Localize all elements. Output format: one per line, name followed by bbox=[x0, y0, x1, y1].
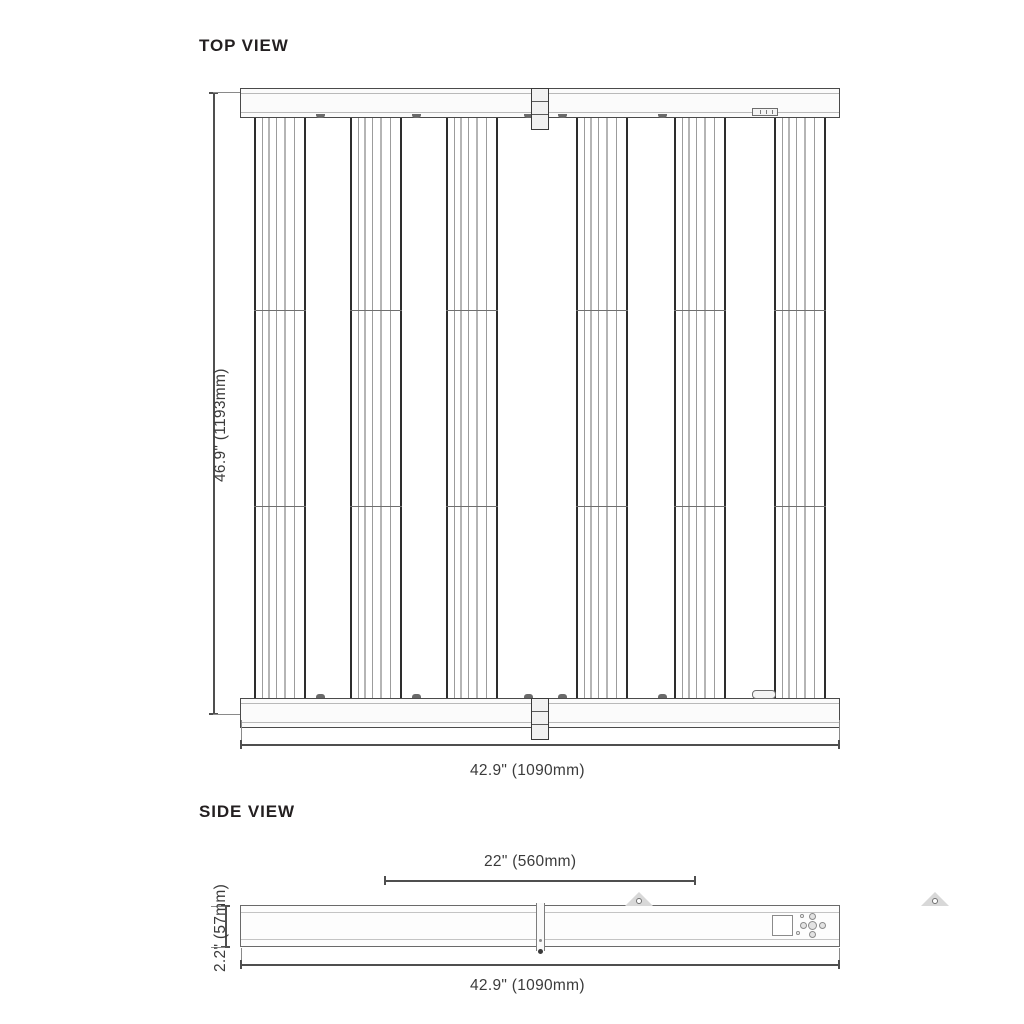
hanger-span-tick-left bbox=[384, 876, 386, 885]
top-width-tick-right bbox=[838, 740, 840, 749]
led-bar-segment-divider bbox=[254, 310, 306, 311]
center-connector-icon bbox=[536, 903, 545, 951]
led-strip bbox=[598, 114, 599, 702]
rail-mount-nub bbox=[316, 114, 325, 118]
rail-mount-nub bbox=[658, 694, 667, 698]
led-strip bbox=[584, 114, 585, 702]
top-view-title: TOP VIEW bbox=[199, 36, 289, 55]
center-connector-icon bbox=[531, 88, 549, 130]
connector-port-icon bbox=[752, 108, 778, 116]
top-width-extension-right bbox=[839, 720, 840, 742]
led-bar-edge bbox=[400, 114, 402, 702]
top-height-extension-upper bbox=[213, 92, 241, 93]
led-bar-edge bbox=[774, 114, 776, 702]
dpad-down-icon bbox=[809, 931, 816, 938]
led-strip bbox=[380, 114, 382, 702]
led-bar-edge bbox=[304, 114, 306, 702]
led-strip bbox=[590, 114, 592, 702]
side-view-drawing bbox=[240, 905, 840, 947]
rail-mount-nub bbox=[658, 114, 667, 118]
led-strip bbox=[390, 114, 391, 702]
led-strip bbox=[486, 114, 487, 702]
led-bar bbox=[254, 114, 306, 702]
led-strip bbox=[460, 114, 462, 702]
led-strip bbox=[294, 114, 295, 702]
rail-mount-nub bbox=[412, 694, 421, 698]
led-strip bbox=[358, 114, 359, 702]
side-view-width-dimension-line bbox=[241, 964, 839, 966]
dpad-center-icon bbox=[808, 921, 817, 930]
side-view-width-label: 42.9" (1090mm) bbox=[470, 977, 585, 994]
top-view-height-label: 46.9" (1193mm) bbox=[212, 368, 229, 482]
led-strip bbox=[788, 114, 790, 702]
side-width-tick-right bbox=[838, 960, 840, 969]
led-strip bbox=[372, 114, 373, 702]
side-view-height-label: 2.2" (57mm) bbox=[212, 883, 229, 972]
led-bar-edge bbox=[446, 114, 448, 702]
led-bar bbox=[674, 114, 726, 702]
led-bar bbox=[774, 114, 826, 702]
led-bar-segment-divider bbox=[576, 506, 628, 507]
led-bar-segment-divider bbox=[774, 310, 826, 311]
led-strip bbox=[476, 114, 478, 702]
led-bar-segment-divider bbox=[674, 506, 726, 507]
led-bar-segment-divider bbox=[446, 310, 498, 311]
led-strip bbox=[268, 114, 270, 702]
dpad-left-icon bbox=[800, 922, 807, 929]
dpad-up-icon bbox=[809, 913, 816, 920]
led-bar-edge bbox=[824, 114, 826, 702]
control-panel-icon bbox=[772, 912, 830, 940]
led-bar-segment-divider bbox=[774, 506, 826, 507]
led-bar-edge bbox=[724, 114, 726, 702]
led-bar-segment-divider bbox=[350, 310, 402, 311]
led-bar-edge bbox=[496, 114, 498, 702]
led-bar-segment-divider bbox=[254, 506, 306, 507]
dpad-right-icon bbox=[819, 922, 826, 929]
mount-bracket-icon bbox=[625, 891, 653, 906]
led-bar bbox=[446, 114, 498, 702]
hanger-span-dimension-line bbox=[385, 880, 695, 882]
led-strip bbox=[468, 114, 469, 702]
rail-mount-nub bbox=[316, 694, 325, 698]
rail-mount-nub bbox=[412, 114, 421, 118]
side-view-hanger-span-label: 22" (560mm) bbox=[484, 853, 577, 870]
led-strip bbox=[804, 114, 806, 702]
led-bar-segment-divider bbox=[350, 506, 402, 507]
led-strip bbox=[796, 114, 797, 702]
side-width-tick-left bbox=[240, 960, 242, 969]
led-strip bbox=[454, 114, 455, 702]
hanger-span-tick-right bbox=[694, 876, 696, 885]
top-view-drawing bbox=[240, 88, 840, 728]
led-strip bbox=[814, 114, 815, 702]
connector-port-icon bbox=[752, 690, 776, 699]
indicator-led-icon bbox=[800, 914, 804, 918]
indicator-led-icon bbox=[796, 931, 800, 935]
led-strip bbox=[782, 114, 783, 702]
top-view-width-dimension-line bbox=[241, 744, 839, 746]
led-bar-edge bbox=[254, 114, 256, 702]
top-width-extension-left bbox=[241, 720, 242, 742]
top-view-width-label: 42.9" (1090mm) bbox=[470, 762, 585, 779]
led-bar-edge bbox=[576, 114, 578, 702]
top-width-tick-left bbox=[240, 740, 242, 749]
led-bar-segment-divider bbox=[576, 310, 628, 311]
display-screen-icon bbox=[772, 915, 793, 936]
led-strip bbox=[616, 114, 617, 702]
led-bar bbox=[350, 114, 402, 702]
led-strip bbox=[364, 114, 366, 702]
led-strip bbox=[276, 114, 277, 702]
led-bar bbox=[576, 114, 628, 702]
led-strip bbox=[714, 114, 715, 702]
led-bar-edge bbox=[350, 114, 352, 702]
led-bar-edge bbox=[626, 114, 628, 702]
led-strip bbox=[696, 114, 697, 702]
led-strip bbox=[704, 114, 706, 702]
led-strip bbox=[688, 114, 690, 702]
rail-mount-nub bbox=[558, 114, 567, 118]
led-bar-segment-divider bbox=[446, 506, 498, 507]
top-height-extension-lower bbox=[213, 714, 241, 715]
led-strip bbox=[262, 114, 263, 702]
mount-bracket-icon bbox=[921, 891, 949, 906]
side-view-title: SIDE VIEW bbox=[199, 802, 295, 821]
led-bar-edge bbox=[674, 114, 676, 702]
center-connector-icon bbox=[531, 698, 549, 740]
rail-mount-nub bbox=[558, 694, 567, 698]
led-strip bbox=[682, 114, 683, 702]
led-strip bbox=[284, 114, 286, 702]
led-bar-segment-divider bbox=[674, 310, 726, 311]
led-strip bbox=[606, 114, 608, 702]
